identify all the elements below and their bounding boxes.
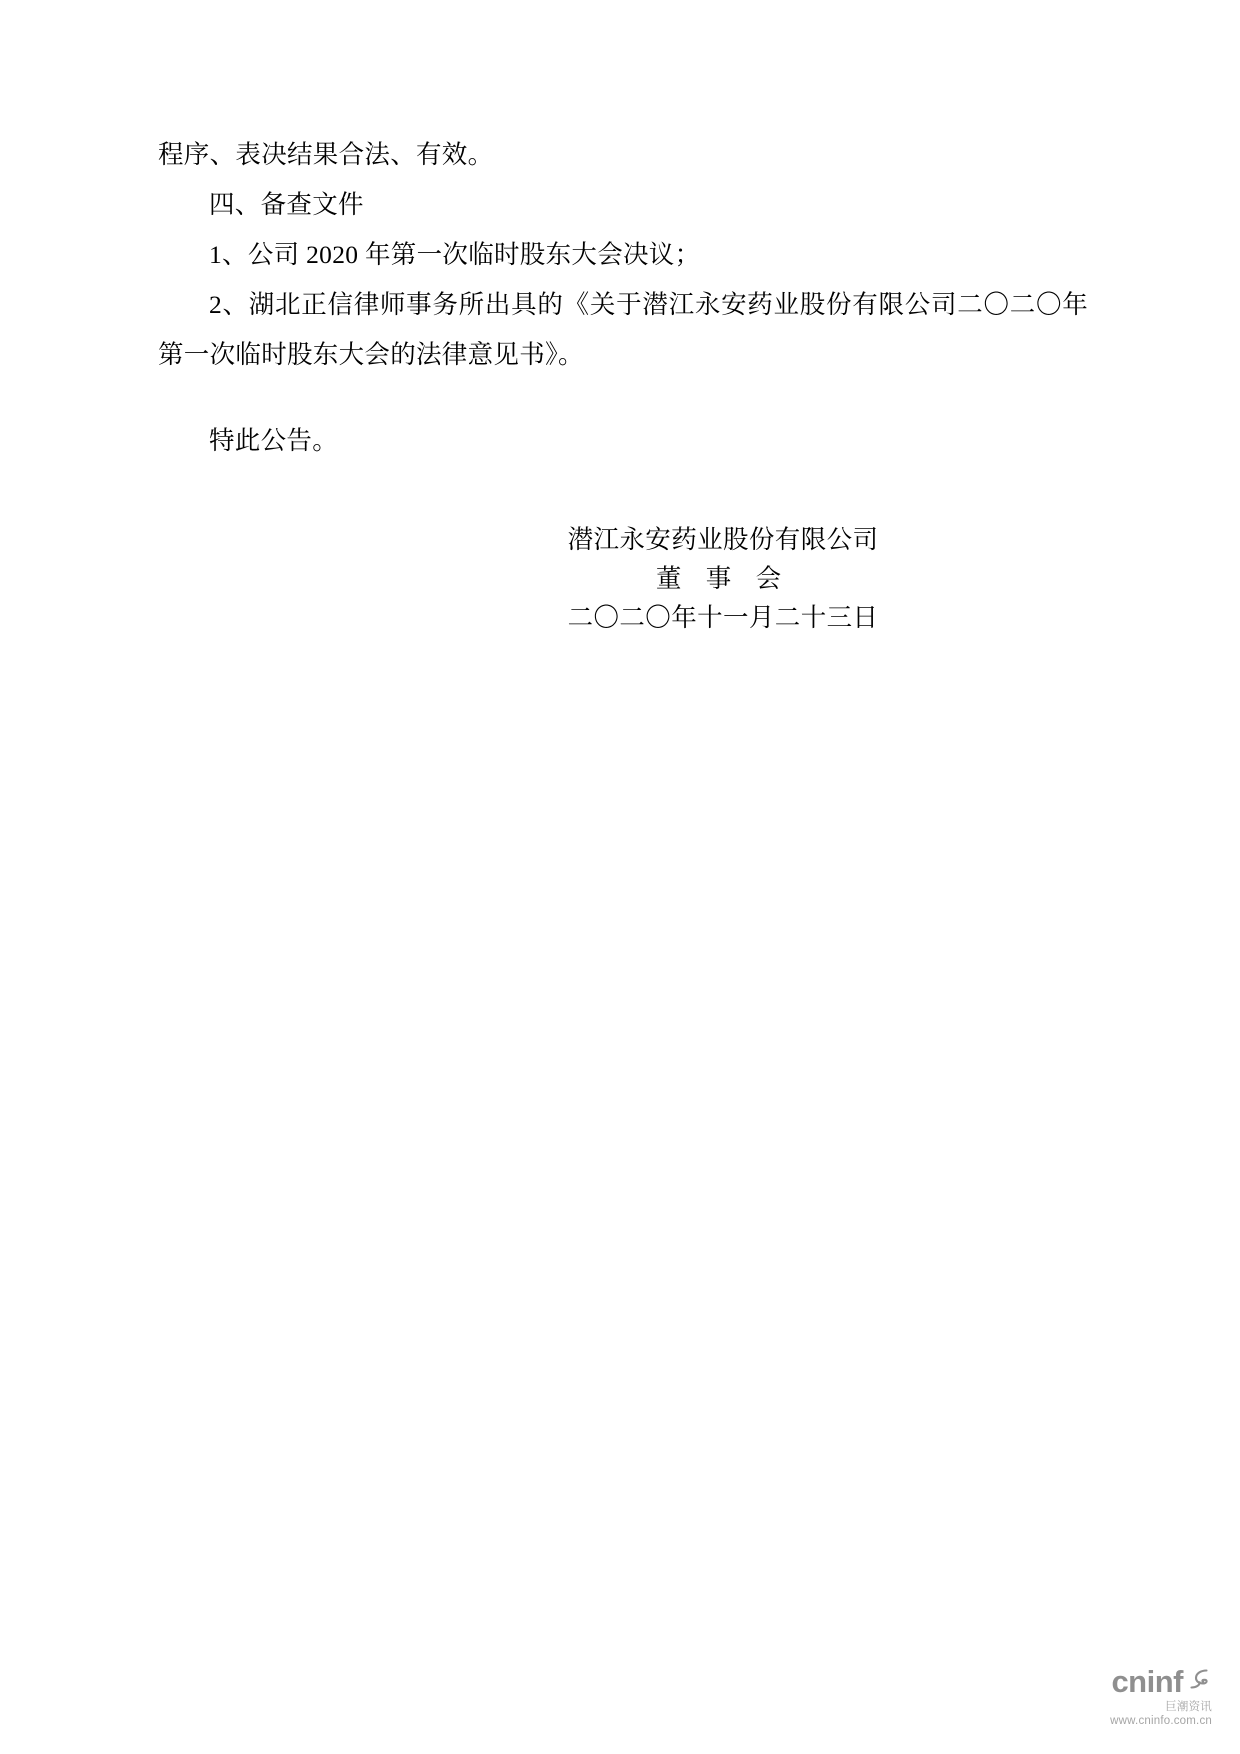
- paragraph-continuation: 程序、表决结果合法、有效。: [158, 140, 494, 169]
- paragraph-section-four: 四、备查文件: [209, 190, 364, 219]
- document-body: [158, 130, 1088, 466]
- paragraph-item-2: 2、湖北正信律师事务所出具的《关于潜江永安药业股份有限公司二〇二〇年第一次临时股东大会的法律意见书》。: [158, 290, 1088, 369]
- signature-company: 潜江永安药业股份有限公司: [567, 525, 879, 554]
- cninfo-site-name: 巨潮资讯: [1165, 1700, 1212, 1713]
- paragraph-item-1: 1、公司 2020 年第一次临时股东大会决议；: [209, 240, 701, 269]
- cninfo-site-info: [1110, 1701, 1212, 1714]
- paragraph-notice: 特此公告。: [209, 426, 339, 455]
- signature-date: 二〇二〇年十一月二十三日: [567, 603, 879, 632]
- signature-board: 董 事 会: [655, 564, 791, 593]
- signature-block: [158, 520, 1088, 637]
- logo-swirl-icon: [1186, 1666, 1212, 1697]
- cninfo-site-url: www.cninfo.com.cn: [1110, 1714, 1212, 1727]
- cninfo-watermark: [1110, 1664, 1212, 1728]
- cninfo-logo-text: cninf: [1111, 1663, 1183, 1699]
